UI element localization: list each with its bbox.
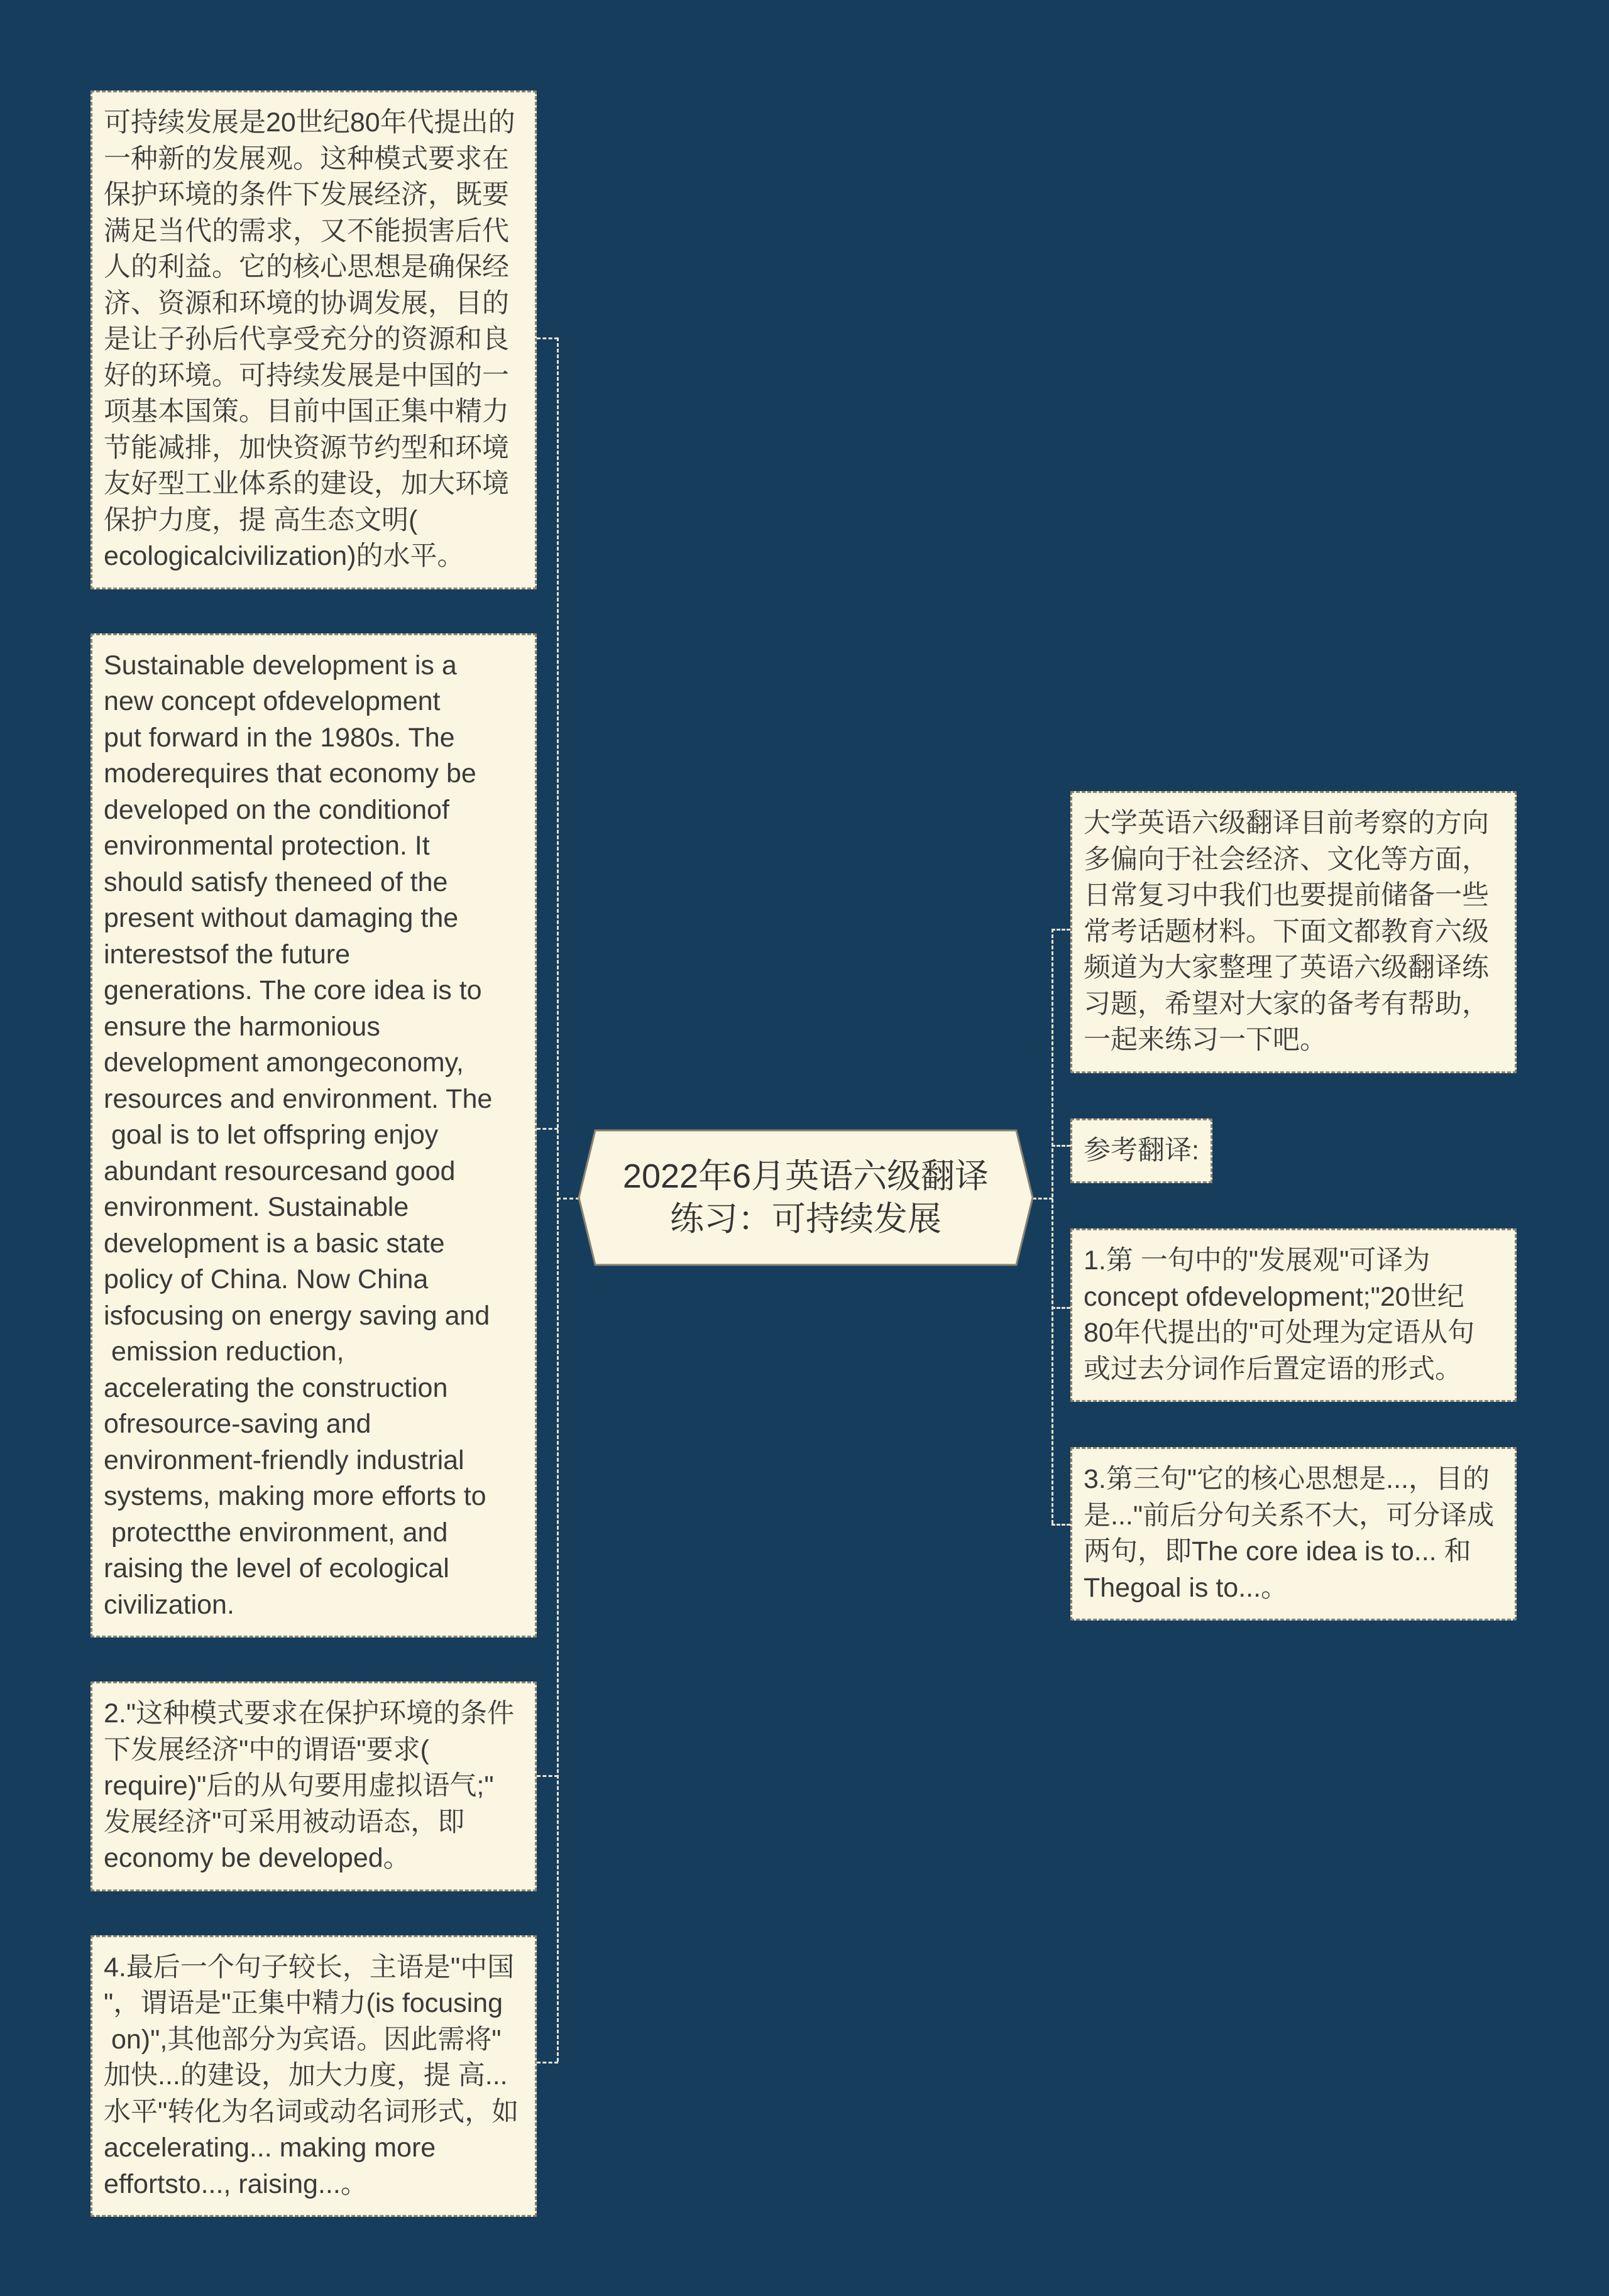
central-topic-title: 2022年6月英语六级翻译 练习：可持续发展 [622,1157,989,1238]
left-connector [537,1128,558,1130]
right-connector [1052,929,1070,931]
left-connector-trunk [557,337,559,2062]
left-connector [537,337,558,339]
center-left-connector [557,1198,579,1200]
left-connector [537,1775,558,1777]
right-connector [1052,1307,1070,1309]
right-connector [1052,1524,1070,1526]
left-connector [537,2062,558,2064]
reference-translation-label-node[interactable]: 参考翻译: [1070,1118,1212,1184]
chinese-passage-node[interactable]: 可持续发展是20世纪80年代提出的 一种新的发展观。这种模式要求在 保护环境的条件下发展经济，既要 满足当代的需求，又不能损害后代 人的利益。它的核心思想是确保经 济、资源和环境的协调发展，目的 是让子孙后代享受充分的资源和良 好的环境。可持续发展是中国的一 项基本国策。目前中国正集中精力 节能减排，加快资源节约型和环境 友好型工业体系的建设，加大环境 保护力度，提 高生态文明( ecologicalcivilization)的水平。 [91,90,537,589]
center-right-connector [1033,1198,1053,1200]
right-connector [1052,1145,1070,1147]
right-branch-column [1070,791,1517,1621]
note-1-node[interactable]: 1.第 一句中的"发展观"可译为 concept ofdevelopment;"20世纪 80年代提出的"可处理为定语从句 或过去分词作后置定语的形式。 [1070,1228,1517,1402]
english-translation-node[interactable]: Sustainable development is a new concept ofdevelopment put forward in the 1980s. The moderequires that economy be developed on the conditionof environmental protection. It should satisfy theneed of the present without damaging the interestsof the future generations. The core idea is to ensure the harmonious development amongeconomy, resources and environment. The goal is to let offspring enjoy abundant resourcesand good environment. Sustainable development is a basic state policy of China. Now China isfocusing on energy saving and emission reduction, accelerating the construction ofresource-saving and environment-friendly industrial systems, making more efforts to protectthe environment, and raising the level of ecological civilization. [91,633,537,1638]
note-3-node[interactable]: 3.第三句"它的核心思想是...，目的 是..."前后分句关系不大，可分译成 两句，即The core idea is to... 和 Thegoal is to...。 [1070,1447,1517,1621]
central-topic-node[interactable] [578,1129,1034,1266]
intro-node[interactable]: 大学英语六级翻译目前考察的方向 多偏向于社会经济、文化等方面， 日常复习中我们也要提前储备一些 常考话题材料。下面文都教育六级 频道为大家整理了英语六级翻译练 习题，希望对大家的备考有帮助， 一起来练习一下吧。 [1070,791,1517,1073]
note-2-node[interactable]: 2."这种模式要求在保护环境的条件 下发展经济"中的谓语"要求( require)"后的从句要用虚拟语气;" 发展经济"可采用被动语态，即 economy be developed。 [91,1681,537,1891]
left-branch-column [91,90,537,2217]
note-4-node[interactable]: 4.最后一个句子较长，主语是"中国 "，谓语是"正集中精力(is focusing on)",其他部分为宾语。因此需将" 加快...的建设，加大力度，提 高... 水平"转化为名词或动名词形式，如 accelerating... making more effortsto..., raising...。 [91,1935,537,2217]
right-connector-trunk [1052,929,1053,1524]
